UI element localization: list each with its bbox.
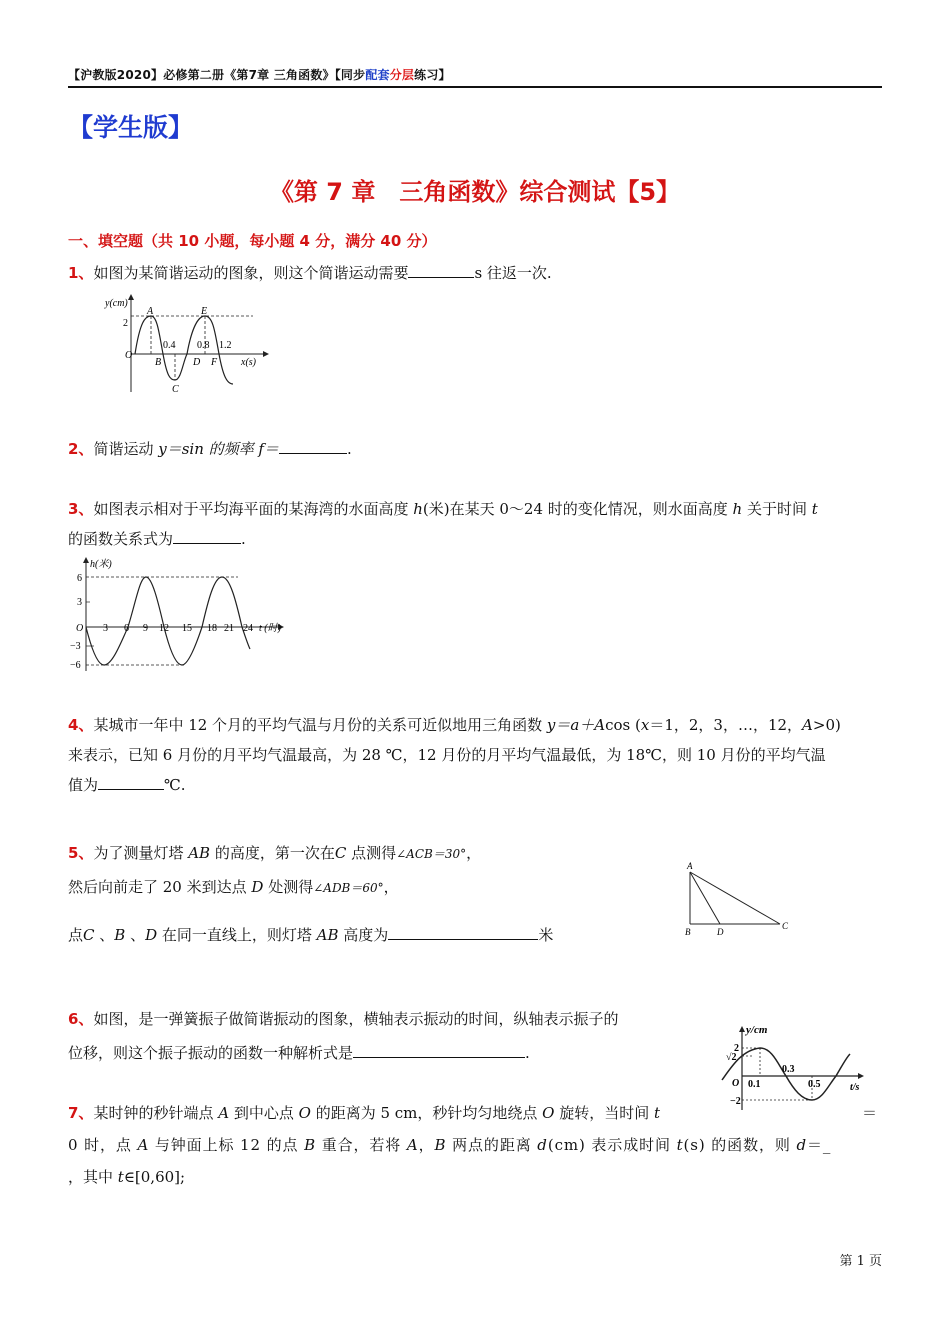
question-text: 的距离为 5 cm，秒针均匀地绕点 <box>310 1104 543 1122</box>
fig3-tick: 9 <box>143 623 148 634</box>
fig1-tick: 2 <box>123 318 128 329</box>
question-number: 3、 <box>68 500 94 518</box>
page-title: 《第 7 章 三角函数》综合测试【5】 <box>269 178 681 206</box>
fig3-tick: 6 <box>77 573 82 584</box>
figure-1-graph <box>95 292 275 396</box>
question-text: ℃. <box>164 776 186 794</box>
question-6 <box>68 1004 618 1034</box>
question-text: 位移，则这个振子振动的函数一种解析式是 <box>68 1044 354 1062</box>
figure-3-graph <box>66 555 292 673</box>
fig3-tick: 18 <box>207 623 217 634</box>
question-text: 旋转，当时间 <box>554 1104 655 1122</box>
question-variable: A <box>218 1104 230 1122</box>
question-text: cos ( <box>605 716 641 734</box>
fig1-point-label: A <box>147 306 154 317</box>
question-variable: B <box>304 1136 317 1154</box>
question-text: 如图为某简谐运动的图象，则这个简谐运动需要 <box>93 264 409 282</box>
question-variable: h <box>732 500 743 518</box>
fig3-x-label: t (时) <box>259 623 281 634</box>
fig5-point-label: B <box>685 927 691 937</box>
question-1 <box>68 258 552 288</box>
question-4 <box>68 710 884 740</box>
fig3-tick: −3 <box>70 641 81 652</box>
question-text: . <box>525 1044 530 1062</box>
fig6-tick: √2 <box>726 1052 737 1063</box>
question-variable: d <box>537 1136 548 1154</box>
question-text: 的函数关系式为 <box>68 530 174 548</box>
question-variable: C <box>334 844 347 862</box>
figure-6-graph <box>712 1020 868 1112</box>
question-variable: d <box>796 1136 807 1154</box>
question-text: 与钟面上标 12 的点 <box>149 1136 305 1154</box>
question-text: 为了测量灯塔 <box>93 844 189 862</box>
header-text-3: 分层 <box>389 68 415 82</box>
question-text: . <box>346 440 352 458</box>
question-2 <box>68 434 352 464</box>
question-text: 高度为 <box>338 926 389 944</box>
question-variable: B <box>434 1136 447 1154</box>
fig3-tick: 3 <box>103 623 108 634</box>
answer-blank <box>173 529 241 544</box>
question-text: 处测得 <box>263 878 314 896</box>
question-expression: ∠ACB＝30° <box>396 847 467 861</box>
question-variable: B <box>114 926 126 944</box>
question-text: 、 <box>94 926 115 944</box>
header-rule <box>68 86 882 88</box>
question-text: 米 <box>538 926 554 944</box>
question-text: ＝_ <box>806 1136 832 1154</box>
fig1-point-label: C <box>172 384 179 395</box>
question-expression: ∠ADB＝60° <box>313 881 384 895</box>
question-text: 然后向前走了 20 米到达点 <box>68 878 252 896</box>
section-heading: 一、填空题（共 10 小题，每小题 4 分，满分 40 分） <box>68 232 437 250</box>
question-4-line3 <box>68 770 186 800</box>
question-5-line3 <box>68 920 553 950</box>
fig3-tick: 15 <box>182 623 192 634</box>
question-number: 7、 <box>68 1104 94 1122</box>
question-variable: A <box>137 1136 150 1154</box>
question-3-line2 <box>68 524 246 554</box>
question-variable: O <box>298 1104 311 1122</box>
answer-blank <box>408 263 474 278</box>
fig6-tick: 0.5 <box>808 1079 821 1090</box>
question-expression: y＝sin 的频率 f＝ <box>158 440 279 458</box>
question-text: 某城市一年中 12 个月的平均气温与月份的关系可近似地用三角函数 <box>93 716 547 734</box>
question-text: 关于时间 <box>742 500 812 518</box>
figure-5-triangle <box>680 858 796 940</box>
question-variable: A <box>406 1136 419 1154</box>
question-7-line3 <box>68 1162 185 1192</box>
question-text: ，其中 <box>68 1168 118 1186</box>
fig1-tick: 0.8 <box>197 340 210 351</box>
question-text: 两点的距离 <box>446 1136 538 1154</box>
question-variable: AB <box>188 844 211 862</box>
question-text: (米)在某天 0～24 时的变化情况，则水面高度 <box>422 500 733 518</box>
question-text: 简谐运动 <box>93 440 159 458</box>
question-variable: t <box>654 1104 661 1122</box>
question-4-line2: 来表示，已知 6 月份的月平均气温最高，为 28 ℃，12 月份的月平均气温最低，为 18℃，则 10 月份的平均气温 <box>68 746 826 764</box>
question-expression: y＝a＋A <box>546 716 606 734</box>
header-text-2: 配套 <box>365 68 390 82</box>
question-text: ， <box>466 844 482 862</box>
answer-blank <box>279 439 347 454</box>
fig6-origin: O <box>732 1078 740 1089</box>
fig6-tick: 2 <box>734 1043 739 1054</box>
header-text-4: 练习】 <box>414 68 451 82</box>
question-7 <box>68 1098 660 1128</box>
question-text: 重合，若将 <box>316 1136 407 1154</box>
question-6-line2 <box>68 1038 530 1068</box>
answer-blank <box>98 775 164 790</box>
question-variable: A <box>802 716 813 734</box>
fig1-tick: 0.4 <box>163 340 176 351</box>
header-text-1: 【沪教版2020】必修第二册《第7章 三角函数》【同步 <box>68 68 366 82</box>
fig5-point-label: C <box>782 921 789 931</box>
fig1-point-label: F <box>211 357 218 368</box>
fig3-tick: 3 <box>77 597 82 608</box>
question-text: >0) <box>812 716 841 734</box>
page-header <box>68 66 451 83</box>
fig3-tick: 12 <box>159 623 169 634</box>
question-text: 到中心点 <box>229 1104 299 1122</box>
question-number: 5、 <box>68 844 94 862</box>
fig6-x-label: t/s <box>850 1082 860 1093</box>
question-text: 、 <box>125 926 146 944</box>
question-variable: C <box>83 926 95 944</box>
question-number: 4、 <box>68 716 94 734</box>
question-variable: h <box>413 500 423 518</box>
fig3-origin: O <box>76 623 84 634</box>
question-text: ， <box>418 1136 435 1154</box>
fig1-point-label: D <box>193 357 201 368</box>
question-text: 如图表示相对于平均海平面的某海湾的水面高度 <box>93 500 414 518</box>
fig3-tick: 6 <box>124 623 129 634</box>
version-label: 【学生版】 <box>68 113 194 142</box>
question-text: s 往返一次. <box>474 264 552 282</box>
question-variable: AB <box>316 926 339 944</box>
fig1-point-label: E <box>201 306 208 317</box>
fig5-point-label: A <box>687 861 693 871</box>
fig6-tick: 0.3 <box>782 1064 795 1075</box>
answer-blank <box>353 1043 525 1058</box>
question-variable: D <box>251 878 264 896</box>
question-3 <box>68 494 884 524</box>
question-text: (s) 的函数，则 <box>683 1136 797 1154</box>
fig3-y-label: h(米) <box>90 559 112 570</box>
question-number: 1、 <box>68 264 94 282</box>
question-text: 值为 <box>68 776 99 794</box>
fig1-y-label: y(cm) <box>105 298 128 309</box>
question-text: 如图，是一弹簧振子做简谐振动的图象，横轴表示振动的时间，纵轴表示振子的 <box>93 1010 619 1028</box>
question-text: 0 时，点 <box>68 1136 138 1154</box>
fig3-tick: −6 <box>70 660 81 671</box>
fig6-tick: −2 <box>730 1096 741 1107</box>
question-text: 的高度，第一次在 <box>210 844 335 862</box>
question-number: 2、 <box>68 440 94 458</box>
question-text: ＝1，2，3，…，12， <box>649 716 803 734</box>
question-text: . <box>241 530 246 548</box>
question-variable: t <box>811 500 818 518</box>
fig6-y-label: y/cm <box>746 1024 768 1036</box>
fig1-x-label: x(s) <box>241 357 256 368</box>
fig1-point-label: B <box>155 357 162 368</box>
question-7-equals: ＝ <box>862 1104 878 1122</box>
page-number: 第 1 页 <box>839 1254 882 1269</box>
question-text: 在同一直线上，则灯塔 <box>157 926 317 944</box>
question-5 <box>68 838 481 869</box>
fig6-tick: 0.1 <box>748 1079 761 1090</box>
fig3-tick: 24 <box>243 623 253 634</box>
question-variable: x <box>640 716 650 734</box>
question-text: ， <box>383 878 399 896</box>
answer-blank <box>388 925 538 940</box>
question-variable: t <box>117 1168 124 1186</box>
question-text: 点 <box>68 926 84 944</box>
question-number: 6、 <box>68 1010 94 1028</box>
question-text: 某时钟的秒针端点 <box>93 1104 219 1122</box>
question-7-line2 <box>68 1130 884 1160</box>
fig5-point-label: D <box>717 927 724 937</box>
fig1-tick: 1.2 <box>219 340 232 351</box>
fig1-origin: O <box>125 350 133 361</box>
question-text: ∈[0,60]; <box>123 1168 186 1186</box>
question-text: 点测得 <box>346 844 397 862</box>
question-variable: D <box>145 926 158 944</box>
question-5-line2 <box>68 872 399 903</box>
question-text: (cm) 表示成时间 <box>547 1136 677 1154</box>
fig3-tick: 21 <box>224 623 234 634</box>
question-variable: t <box>676 1136 684 1154</box>
question-variable: O <box>542 1104 555 1122</box>
